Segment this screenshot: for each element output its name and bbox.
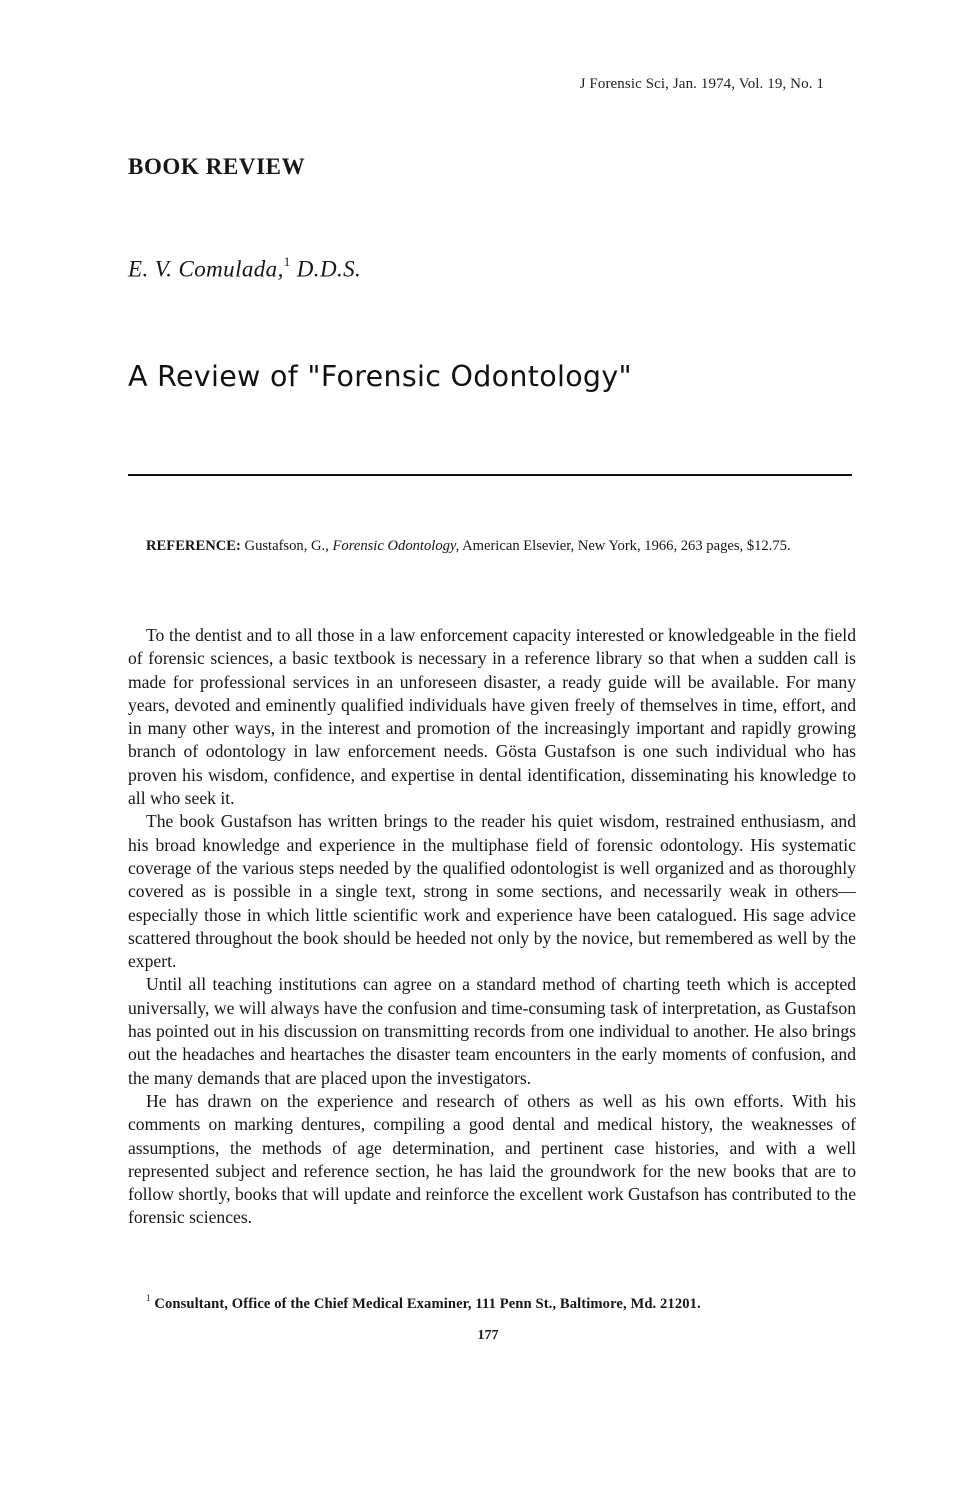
- body-paragraph: To the dentist and to all those in a law enforcement capacity interested or knowledgeable in the field of forensic sciences, a basic textbook is necessary in a reference library so that when a sudden call is made for professional services in an unforeseen disaster, a ready guide will be available. For many years, devoted and eminently qualified individuals have given freely of themselves in time, effort, and in many other ways, in the interest and promotion of the increasingly important and rapidly growing branch of odontology in law enforcement needs. Gösta Gustafson is one such individual who has proven his wisdom, confidence, and expertise in dental identification, disseminating his knowledge to all who seek it.: [128, 625, 856, 809]
- body-paragraph: The book Gustafson has written brings to the reader his quiet wisdom, restrained enthusiasm, and his broad knowledge and experience in the multiphase field of forensic odontology. His systematic coverage of the various steps needed by the qualified odontologist is well organized and as thoroughly covered as is possible in a single text, strong in some sections, and necessarily weak in others—especially those in which little scientific work and experience have been catalogued. His sage advice scattered throughout the book should be heeded not only by the novice, but remembered as well by the expert.: [128, 811, 856, 972]
- body-paragraph: Until all teaching institutions can agree on a standard method of charting teeth which is accepted universally, we will always have the confusion and time-consuming task of interpretation, as Gustafson has pointed out in his discussion on transmitting records from one individual to another. He also brings out the headaches and heartaches the disaster team encounters in the early moments of confusion, and the many demands that are placed upon the investigators.: [128, 974, 856, 1088]
- author-degree: D.D.S.: [290, 256, 362, 282]
- footnote-mark: 1: [146, 1293, 151, 1303]
- author-footnote-mark: 1: [283, 254, 291, 269]
- page-number: 177: [477, 1328, 499, 1343]
- footnote-text: Consultant, Office of the Chief Medical Examiner, 111 Penn St., Baltimore, Md. 21201.: [150, 1295, 701, 1312]
- review-body: [128, 624, 856, 1230]
- reference-block: [146, 538, 840, 555]
- running-head: J Forensic Sci, Jan. 1974, Vol. 19, No. 1: [579, 76, 824, 92]
- author-line: [128, 256, 361, 283]
- author-name: E. V. Comulada,: [128, 256, 284, 282]
- footnote: [146, 1294, 701, 1313]
- article-title: A Review of "Forensic Odontology": [128, 360, 632, 393]
- reference-author: Gustafson, G.,: [240, 538, 333, 554]
- reference-book-title: Forensic Odontology,: [332, 538, 460, 554]
- reference-details: American Elsevier, New York, 1966, 263 pages, $12.75.: [459, 538, 791, 554]
- section-label: BOOK REVIEW: [128, 154, 306, 179]
- reference-label: REFERENCE:: [146, 538, 241, 554]
- title-divider: [128, 474, 852, 476]
- body-paragraph: He has drawn on the experience and research of others as well as his own efforts. With his comments on marking dentures, compiling a good dental and medical history, the weaknesses of assumptions, the methods of age determination, and pertinent case histories, and with a well represented subject and reference section, he has laid the groundwork for the new books that are to follow shortly, books that will update and reinforce the excellent work Gustafson has contributed to the forensic sciences.: [128, 1090, 856, 1228]
